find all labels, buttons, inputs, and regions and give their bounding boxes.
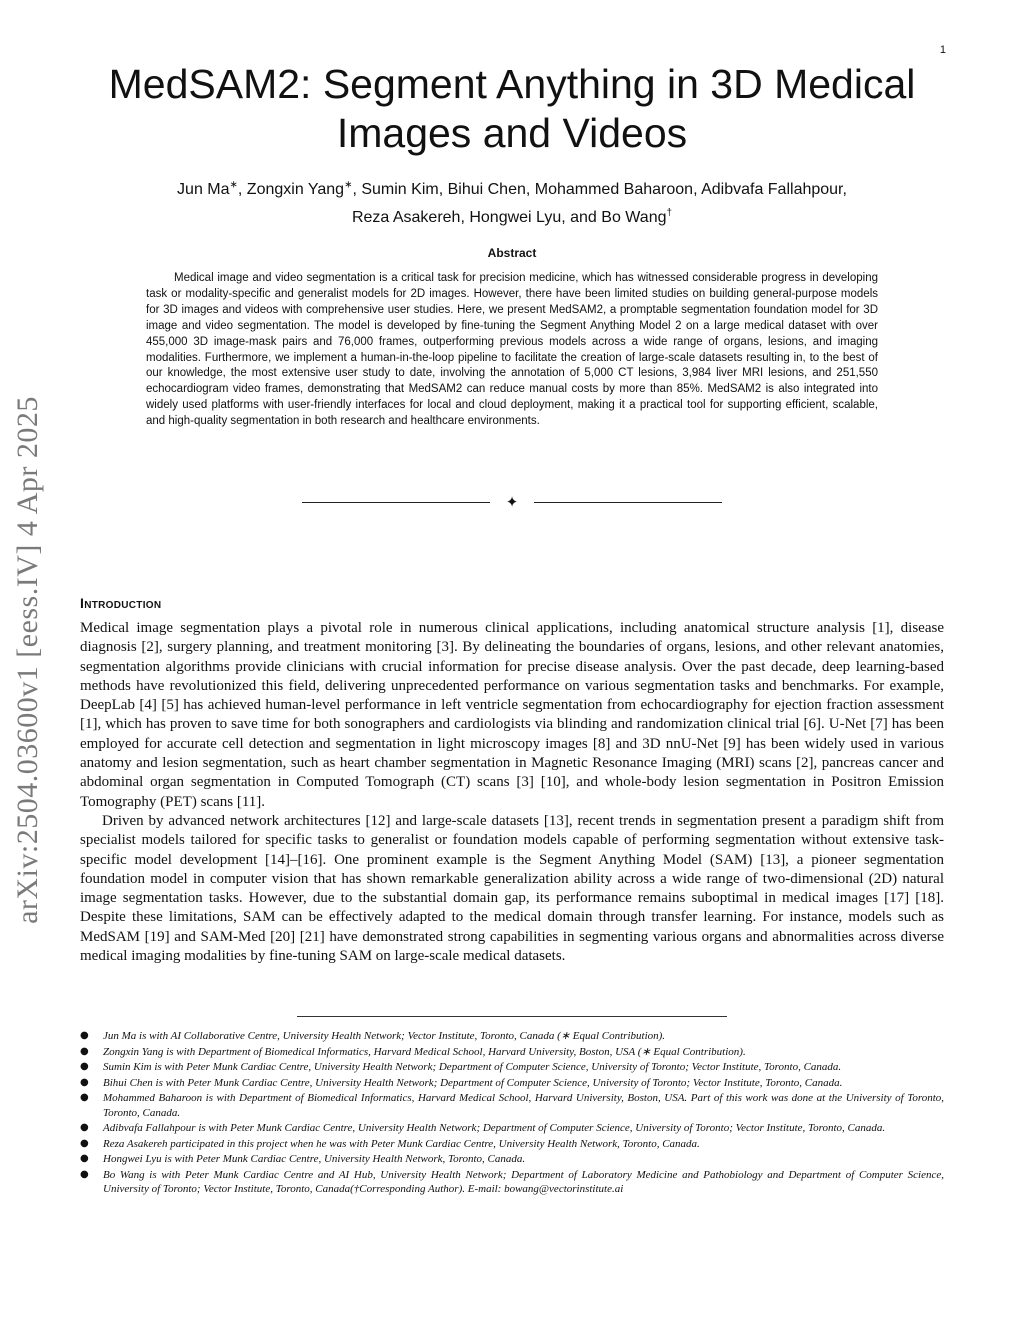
author-name: Jun Ma — [177, 181, 230, 199]
author-list — [80, 174, 944, 229]
author-list-line-1 — [177, 181, 847, 198]
bullet-icon: ● — [80, 1061, 89, 1072]
author-name: , Zongxin Yang — [237, 181, 345, 199]
footnote-separator — [297, 1016, 727, 1017]
author-affiliation-footnotes — [80, 1029, 944, 1198]
footnote-item — [80, 1091, 944, 1120]
introduction-heading: Introduction — [80, 595, 162, 611]
author-names: , Sumin Kim, Bihui Chen, Mohammed Baharoon, Adibvafa Fallahpour, — [352, 181, 847, 199]
footnote-item — [80, 1121, 944, 1136]
body-paragraph: Medical image segmentation plays a pivotal role in numerous clinical applications, including anatomical structure analysis [1], disease diagnosis [2], surgery planning, and treatment monitoring [3]. By delineating the boundaries of organs, lesions, and other relevant anatomies, segmentation algorithms provide clinicians with crucial information for precise disease analysis. Over the past decade, deep learning-based methods have revolutionized this field, delivering unprecedented performance on various segmentation tasks and benchmarks. For example, DeepLab [4] [5] has achieved human-level performance in left ventricle segmentation from echocardiography for ejection fraction assessment [1], which has proven to save time for both sonographers and cardiologists via blinding and randomization clinical trial [6]. U-Net [7] has been employed for accurate cell detection and segmentation in light microscopy images [8] and 3D nnU-Net [9] has been widely used in various anatomy and lesion segmentation, such as heart chamber segmentation in Magnetic Resonance Imaging (MRI) scans [2], pancreas cancer and abdominal organ segmentation in Computed Tomograph (CT) scans [3] [10], and whole-body lesion segmentation in Positron Emission Tomography (PET) scans [11]. — [80, 620, 944, 810]
corresponding-author-mark: † — [666, 207, 673, 219]
four-point-star-icon: ✦ — [505, 493, 519, 511]
author-names: Reza Asakereh, Hongwei Lyu, and Bo Wang — [351, 208, 667, 226]
footnote-text: Zongxin Yang is with Department of Biomedical Informatics, Harvard Medical School, Harvard University, Boston, USA (∗ Equal Contribution). — [103, 1045, 746, 1058]
footnote-text: Sumin Kim is with Peter Munk Cardiac Centre, University Health Network; Department of Computer Science, University of Toronto; Vector Institute, Toronto, Canada. — [103, 1061, 842, 1073]
bullet-icon: ● — [80, 1030, 89, 1041]
bullet-icon: ● — [80, 1153, 89, 1164]
footnote-text: Bo Wang is with Peter Munk Cardiac Centre and AI Hub, University Health Network; Department of Laboratory Medicine and Pathobiology and Department of Computer Science, University of Toronto; Vector Institute, Toronto, Canada(†Corresponding Author). E-mail: bowang@vectorinstitute.ai — [103, 1168, 944, 1195]
footnote-item — [80, 1152, 944, 1167]
bullet-icon: ● — [80, 1076, 89, 1088]
footnote-item — [80, 1137, 944, 1152]
footnote-text: Jun Ma is with AI Collaborative Centre, University Health Network; Vector Institute, Toronto, Canada (∗ Equal Contribution). — [103, 1030, 666, 1042]
footnote-item — [80, 1029, 944, 1044]
abstract-heading: Abstract — [487, 246, 537, 260]
paper-title: MedSAM2: Segment Anything in 3D Medical Images and Videos — [108, 61, 916, 156]
footnote-text: Adibvafa Fallahpour is with Peter Munk Cardiac Centre, University Health Network; Department of Computer Science, University of Toronto; Vector Institute, Toronto, Canada. — [103, 1122, 886, 1134]
equal-contribution-mark: ∗ — [344, 180, 353, 191]
footnote-item — [80, 1076, 944, 1091]
bullet-icon: ● — [80, 1045, 89, 1057]
footnote-text: Bihui Chen is with Peter Munk Cardiac Centre, University Health Network; Department of Computer Science, University of Toronto; Vector Institute, Toronto, Canada. — [103, 1076, 843, 1089]
bullet-icon: ● — [80, 1137, 89, 1149]
footnote-text: Mohammed Baharoon is with Department of Biomedical Informatics, Harvard Medical School, Harvard University, Boston, USA. Part of this work was done at the University of Toronto, Toronto, Canada. — [103, 1092, 944, 1119]
section-divider — [302, 492, 722, 512]
bullet-icon: ● — [80, 1092, 89, 1103]
footnote-item — [80, 1168, 944, 1197]
abstract-text: Medical image and video segmentation is a critical task for precision medicine, which has witnessed considerable progress in developing task or modality-specific and generalist models for 2D images. However, there have been limited studies on building general-purpose models for 3D images and videos with comprehensive user studies. Here, we present MedSAM2, a promptable segmentation foundation model for 3D image and video segmentation. The model is developed by fine-tuning the Segment Anything Model 2 on a large medical dataset with over 455,000 3D image-mask pairs and 76,000 frames, outperforming previous models across a wide range of organs, lesions, and imaging modalities. Furthermore, we implement a human-in-the-loop pipeline to facilitate the creation of large-scale datasets resulting in, to the best of our knowledge, the most extensive user study to date, involving the annotation of 5,000 CT lesions, 3,984 liver MRI lesions, and 251,550 echocardiogram video frames, demonstrating that MedSAM2 can reduce manual costs by more than 85%. MedSAM2 is also integrated into widely used platforms with user-friendly interfaces for local and cloud deployment, making it a practical tool for supporting efficient, scalable, and high-quality segmentation in both research and healthcare environments. — [146, 272, 878, 428]
footnote-item — [80, 1045, 944, 1060]
body-paragraph: Driven by advanced network architectures [12] and large-scale datasets [13], recent trends in segmentation present a paradigm shift from specialist models tailored for specific tasks to generalist or foundation models capable of performing segmentation without extensive task-specific model development [14]–[16]. One prominent example is the Segment Anything Model (SAM) [13], a pioneer segmentation foundation model in computer vision that has shown remarkable generalization ability across a wide range of two-dimensional (2D) natural image segmentation tasks. However, due to the substantial domain gap, its performance remains suboptimal in medical images [17] [18]. Despite these limitations, SAM can be effectively adapted to the medical domain through transfer learning. For instance, models such as MedSAM [19] and SAM-Med [20] [21] have demonstrated strong capabilities in segmenting various organs and abnormalities across diverse medical imaging modalities by fine-tuning SAM on large-scale medical datasets. — [80, 812, 944, 965]
footnote-text: Reza Asakereh participated in this project when he was with Peter Munk Cardiac Centre, University Health Network, Toronto, Canada. — [103, 1137, 700, 1150]
bullet-icon: ● — [80, 1122, 89, 1133]
page-number: 1 — [939, 44, 946, 56]
divider-line-left — [302, 502, 490, 503]
introduction-body — [80, 619, 944, 966]
author-list-line-2 — [352, 209, 672, 226]
divider-line-right — [534, 502, 722, 503]
footnote-text: Hongwei Lyu is with Peter Munk Cardiac Centre, University Health Network, Toronto, Canada. — [103, 1153, 526, 1165]
bullet-icon: ● — [80, 1168, 89, 1180]
footnote-item — [80, 1060, 944, 1075]
arxiv-identifier-stamp: arXiv:2504.03600v1 [eess.IV] 4 Apr 2025 — [11, 396, 44, 924]
equal-contribution-mark: ∗ — [229, 180, 238, 191]
